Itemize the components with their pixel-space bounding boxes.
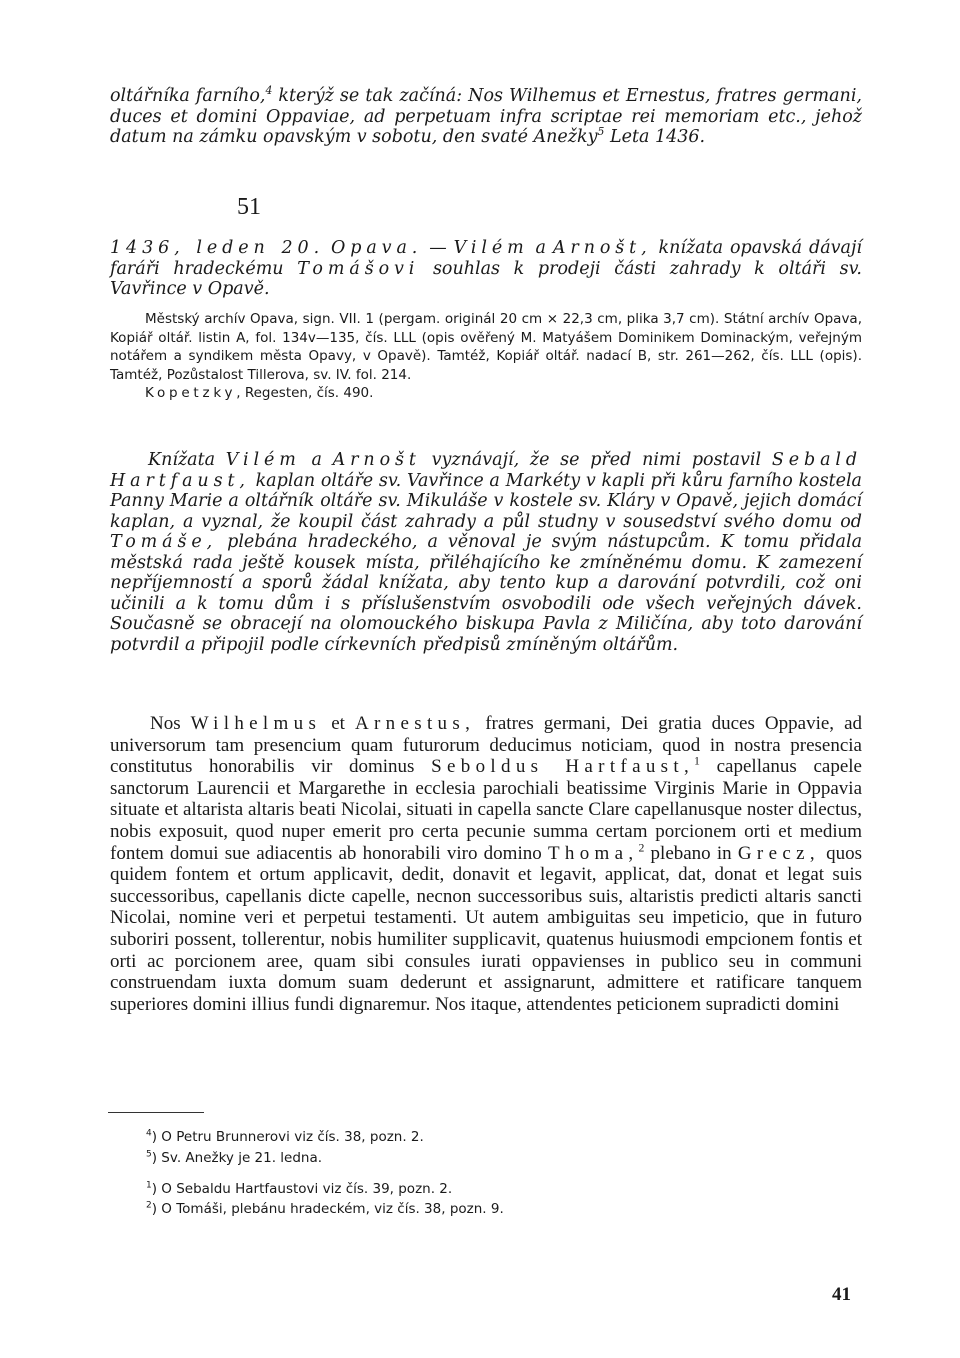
footnote-text: O Tomáši, plebánu hradeckém, viz čís. 38, pozn. 9. [157, 1201, 504, 1217]
text: et [321, 713, 355, 734]
place-name: Grecz, [737, 842, 820, 864]
text: quos quidem fontem et ortum applicavit, dedit, donavit et legavit, applicat, dat, donat et legat suis successoribus, capellanis dicte capelle, necnon successoribus suis, altaristis predicti altaris sancti Nicolai, nomine veri et perpetui testamenti. Ut autem ambiguitas seu impeticio, que in futuro suboriri possent, tollerentur, nobis humiliter supplicavit, quatenus huiusmodi empcionem fontis et orti ac porcionem aree, quam sibi consules iurati oppavienses in publico seu in communi construendam iuxta domum suam dederunt et assignarunt, admittere et ratificare tanquem superiores domini illius fundi dignaremur. Nos itaque, attendentes peticionem supradicti domini [110, 842, 862, 1015]
person-name: Vilém [225, 450, 301, 470]
footnote-marker: 4 [146, 1128, 152, 1139]
person-name: Sebald Hartfaust, [110, 450, 863, 491]
footnote: $^2$) O Tomáši, plebánu hradeckém, viz čís. 38, pozn. 9. [146, 1200, 504, 1217]
text: Nos [150, 713, 191, 734]
text: vyznávají, že se před nimi postavil [420, 450, 772, 470]
person-name: Arnošt, [552, 238, 652, 258]
text: capellanus capele sanctorum Laurencii et Margarethe in ecclesia parochiali beatissime Virginis Marie in Oppavia situate et altarista altaris beati Nicolai, situati in capella sancte Clare capellanusque noster dilectus, nobis exposuit, quod nuper emerit pro certa pecunie summa certam porcionem orti et medium fontem domui sue adiacentis ab honorabili viro domino [110, 756, 862, 864]
author-name: Kopetzky [145, 385, 237, 401]
person-name: Vilém [453, 238, 529, 258]
person-name: Arnestus, [354, 713, 476, 734]
regest-date: 1436, leden 20. [110, 238, 325, 258]
dash: — [422, 238, 454, 258]
regest-header [110, 238, 862, 300]
text: Knížata [148, 450, 226, 470]
document-number: 51 [237, 194, 261, 220]
source-text: Městský archív Opava, sign. VII. 1 (pergam. originál 20 cm × 22,3 cm, plika 3,7 cm). Státní archív Opava, Kopiář oltář. listin A, fol. 134v—135, čís. LLL (opis ověřený M. Matyášem Dominikem Dominackým, veřejným notářem a syndikem města Opavy, v Opavě). Tamtéž, Kopiář oltář. nadací B, str. 261—262, čís. LLL (opis). Tamtéž, Pozůstalost Tillerova, sv. IV. fol. 214. [110, 311, 862, 383]
footnote-marker: 2 [146, 1200, 152, 1211]
latin-charter-text [110, 713, 862, 1015]
literature-line [110, 384, 862, 403]
person-name: Seboldus Hartfaust, [431, 756, 695, 778]
page-number: 41 [832, 1284, 851, 1305]
footnote-marker: 5 [146, 1149, 152, 1160]
summary-paragraph [110, 450, 862, 655]
text: fratres germani, Dei gratia duces Oppavie, ad universorum tam presencium quam futurorum deducimus noticiam, quod in nostra presencia constitutus honorabilis vir dominus [110, 713, 863, 778]
intro-paragraph [110, 86, 862, 148]
footnote-text: O Sebaldu Hartfaustovi viz čís. 39, pozn. 2. [157, 1181, 453, 1197]
intro-text: Leta 1436. [604, 127, 706, 147]
literature-ref: , Regesten, čís. 490. [236, 385, 374, 401]
footnote: $^5$) Sv. Anežky je 21. ledna. [146, 1149, 323, 1166]
footnote-text: Sv. Anežky je 21. ledna. [157, 1150, 323, 1166]
source-note [110, 310, 862, 403]
regest-place: Opava. [331, 238, 423, 258]
footnote-text: O Petru Brunnerovi viz čís. 38, pozn. 2. [157, 1129, 424, 1145]
person-name: Tomášovi [297, 258, 420, 279]
person-name: Arnošt [332, 450, 421, 470]
text: plebána hradeckého, a věnoval je svým nástupcům. K tomu přidala městská rada ještě kousek místa, přiléhajícího ke zmíněnému domu. K zamezení nepříjemností a sporů žádal knížata, aby tento kup a darování potvrdili, což oni učinili a k tomu dům i s příslušenstvím osvobodili ode všech veřejných dávek. Současně se obracejí na olomouckého biskupa Pavla z Miličína, aby toto darování potvrdil a připojil podle církevních předpisů zmíněným oltářům. [110, 532, 862, 655]
text: a [528, 238, 553, 258]
footnote-ref: 4 [265, 84, 273, 98]
text: plebano in [644, 842, 738, 864]
person-name: Tomáše, [110, 532, 218, 552]
footnote-ref: 5 [597, 125, 605, 139]
text: a [300, 450, 333, 470]
text: kaplan oltáře sv. Vavřince a Markéty v kapli při kůru farního kostela Panny Marie a oltářník oltáře sv. Mikuláše v kostele sv. Kláry v Opavě, jejich domácí kaplan, a vyznal, že koupil část zahrady a půl studny v sousedství svého domu od [110, 470, 862, 532]
footnote-divider [108, 1112, 204, 1113]
footnote: $^4$) O Petru Brunnerovi viz čís. 38, pozn. 2. [146, 1128, 424, 1145]
footnote: $^1$) O Sebaldu Hartfaustovi viz čís. 39, pozn. 2. [146, 1180, 453, 1197]
footnote-ref: 1 [694, 754, 700, 768]
footnote-marker: 1 [146, 1180, 152, 1191]
person-name: Thoma, [547, 842, 639, 864]
footnote-ref: 2 [638, 841, 645, 855]
intro-text: oltářníka farního, [110, 86, 266, 106]
person-name: Wilhelmus [190, 713, 322, 734]
intro-text: kterýž se tak začíná: Nos Wilhemus et Ernestus, fratres germani, duces et domini Oppaviae, ad perpetuam infra scriptae rei memoriam etc., jehož datum na zámku opavským v sobotu, den svaté Anežky [110, 86, 862, 147]
text: souhlas k prodeji části zahrady k oltáři sv. Vavřince v Opavě. [110, 258, 862, 299]
text: knížata opavská dávají faráři hradeckému [110, 238, 862, 279]
